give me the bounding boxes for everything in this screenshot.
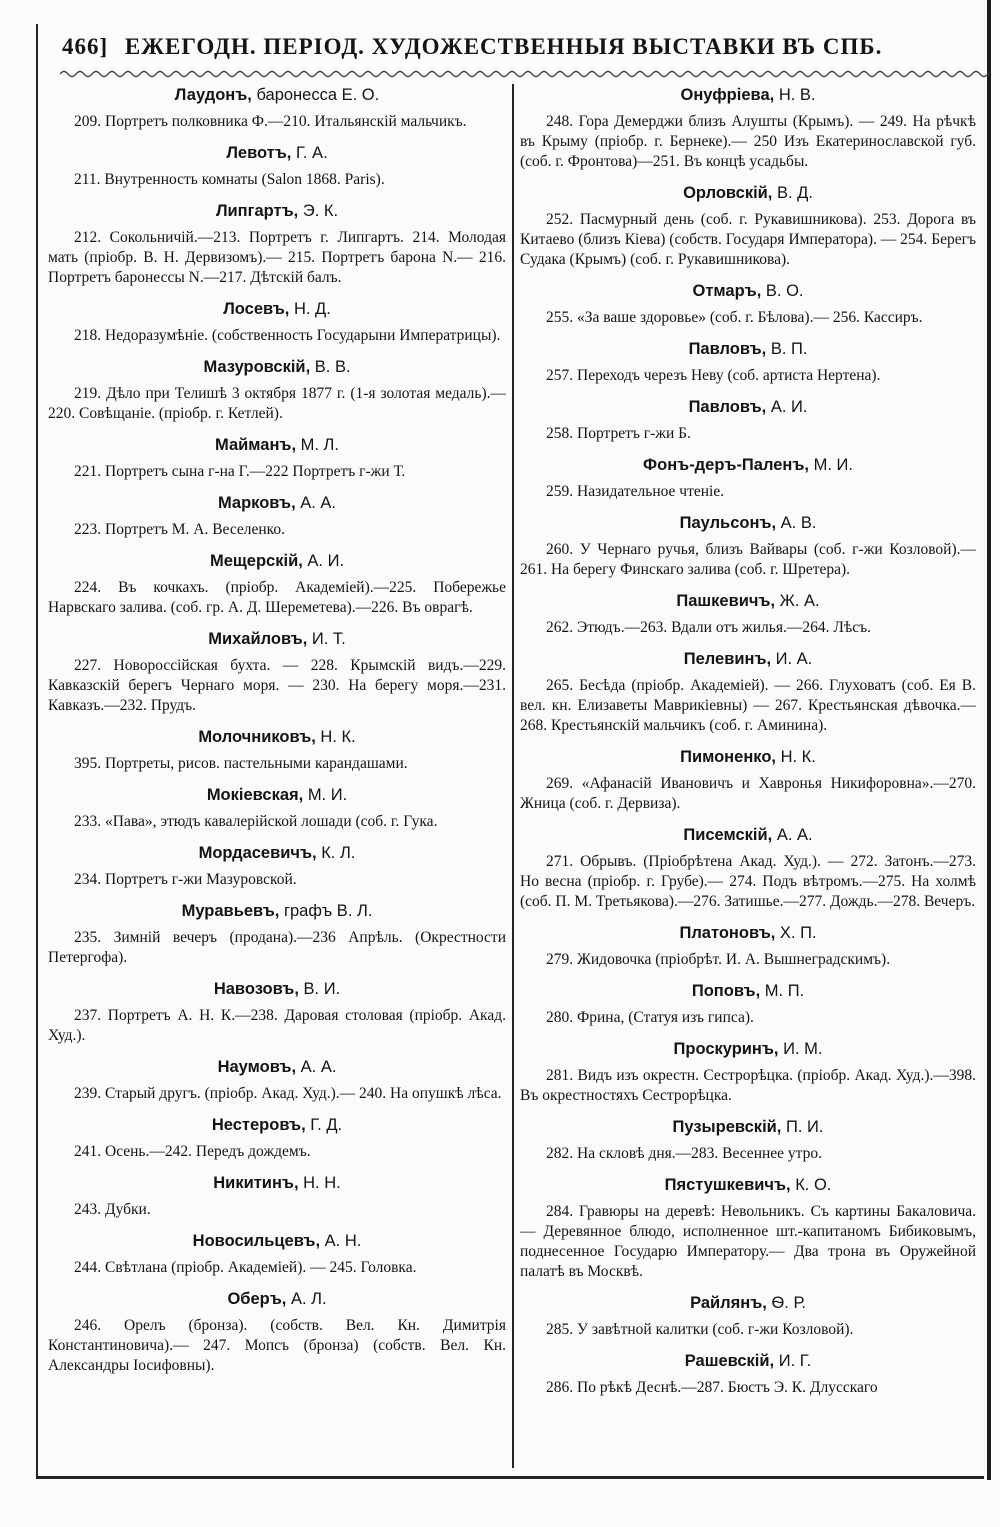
works-list: 285. У завѣтной калитки (соб. г-жи Козловой). <box>546 1321 854 1338</box>
works-list: 209. Портретъ полковника Ф.—210. Итальянскій мальчикъ. <box>74 113 467 130</box>
left-column <box>48 84 506 1469</box>
artist-heading <box>520 1038 976 1060</box>
artist-surname: Павловъ, <box>688 398 767 416</box>
artist-surname: Поповъ, <box>691 982 761 1000</box>
artist-heading <box>520 1350 976 1372</box>
artist-surname: Никитинъ, <box>213 1174 299 1192</box>
catalog-entry <box>48 434 506 482</box>
artist-initials: М. П. <box>764 982 805 1000</box>
artist-heading <box>48 492 506 514</box>
artist-heading <box>48 1172 506 1194</box>
wavy-rule <box>60 68 990 80</box>
artist-initials: И. Г. <box>778 1352 812 1370</box>
artist-heading <box>48 200 506 222</box>
artist-heading <box>48 784 506 806</box>
works-list: 280. Фрина, (Статуя изъ гипса). <box>546 1009 754 1026</box>
catalog-entry <box>48 784 506 832</box>
artist-surname: Пелевинъ, <box>683 650 772 668</box>
catalog-entry <box>520 922 976 970</box>
artist-surname: Пястушкевичъ, <box>664 1176 791 1194</box>
artist-initials: А. Н. <box>324 1232 362 1250</box>
artist-heading <box>520 1116 976 1138</box>
artist-heading <box>520 84 976 106</box>
artist-initials: К. Л. <box>321 844 356 862</box>
artist-heading <box>520 590 976 612</box>
artist-surname: Наумовъ, <box>217 1058 297 1076</box>
artist-initials: П. И. <box>785 1118 824 1136</box>
artist-heading <box>520 338 976 360</box>
page-title: ЕЖЕГОДН. ПЕРІОД. ХУДОЖЕСТВЕННЫЯ ВЫСТАВКИ ВЪ СПБ. <box>124 34 883 59</box>
artist-heading <box>48 1288 506 1310</box>
works-list: 212. Сокольничій.—213. Портретъ г. Липгартъ. 214. Молодая мать (пріобр. В. Н. Дервизомъ).— 215. Портретъ барона N.— 216. Портретъ баронессы N.—217. Дѣтскій балъ. <box>48 229 506 286</box>
catalog-entry <box>48 978 506 1046</box>
artist-heading <box>48 726 506 748</box>
artist-surname: Липгартъ, <box>215 202 299 220</box>
artist-surname: Оберъ, <box>227 1290 287 1308</box>
artist-heading <box>520 980 976 1002</box>
works-list: 265. Бесѣда (пріобр. Академіей). — 266. Глуховатъ (соб. Ея В. вел. кн. Елизаветы Маврикіевны) — 267. Крестьянская дѣвочка.—268. Крестьянскій мальчикъ (соб. г. Аминина). <box>520 677 976 734</box>
artist-initials: А. В. <box>780 514 817 532</box>
artist-heading <box>48 1230 506 1252</box>
artist-initials: К. О. <box>795 1176 832 1194</box>
works-list: 262. Этюдъ.—263. Вдали отъ жилья.—264. Лѣсъ. <box>546 619 872 636</box>
works-list: 271. Обрывъ. (Пріобрѣтена Акад. Худ.). — 272. Затонъ.—273. Но весна (пріобр. г. Грубе).— 274. Подъ вѣтромъ.—275. На холмѣ (соб. П. М. Третьякова).—276. Затишье.—277. Дождь.—278. Вечеръ. <box>520 853 976 910</box>
artist-initials: И. Т. <box>311 630 346 648</box>
catalog-entry <box>520 182 976 270</box>
artist-heading <box>48 298 506 320</box>
artist-surname: Онуфріева, <box>680 86 775 104</box>
artist-surname: Пашкевичъ, <box>676 592 776 610</box>
artist-initials: А. А. <box>300 494 337 512</box>
artist-initials: Н. К. <box>320 728 356 746</box>
artist-surname: Мокіевская, <box>206 786 304 804</box>
artist-surname: Мордасевичъ, <box>198 844 317 862</box>
artist-surname: Майманъ, <box>215 436 297 454</box>
artist-heading <box>48 842 506 864</box>
works-list: 258. Портретъ г-жи Б. <box>546 425 691 442</box>
catalog-entry <box>48 628 506 716</box>
catalog-entry <box>520 1350 976 1398</box>
artist-surname: Отмаръ, <box>692 282 762 300</box>
catalog-entry <box>520 590 976 638</box>
catalog-entry <box>48 200 506 288</box>
artist-heading <box>520 182 976 204</box>
works-list: 252. Пасмурный день (соб. г. Рукавишникова). 253. Дорога въ Китаево (близъ Кіева) (собств. Государя Императора). — 254. Берегъ Судака (Крымъ) (соб. г. Рукавишникова). <box>520 211 976 268</box>
catalog-entry <box>520 1038 976 1106</box>
works-list: 219. Дѣло при Телишѣ 3 октября 1877 г. (1-я золотая медаль).—220. Совѣщаніе. (пріобр. г. Кетлей). <box>48 385 506 422</box>
running-header <box>62 34 962 60</box>
artist-heading <box>520 1292 976 1314</box>
artist-surname: Фонъ-деръ-Паленъ, <box>643 456 809 474</box>
artist-initials: Н. Д. <box>293 300 331 318</box>
artist-heading <box>48 1114 506 1136</box>
works-list: 255. «За ваше здоровье» (соб. г. Бѣлова).— 256. Кассиръ. <box>546 309 923 326</box>
catalog-entry <box>48 1230 506 1278</box>
artist-initials: Х. П. <box>779 924 817 942</box>
artist-initials: М. Л. <box>300 436 339 454</box>
artist-heading <box>48 550 506 572</box>
catalog-entry <box>48 1288 506 1376</box>
artist-heading <box>520 454 976 476</box>
artist-surname: Мазуровскій, <box>203 358 311 376</box>
artist-initials: А. Л. <box>290 1290 327 1308</box>
works-list: 269. «Афанасій Ивановичъ и Хавронья Никифоровна».—270. Жница (соб. г. Дервиза). <box>520 775 976 812</box>
artist-initials: В. О. <box>765 282 804 300</box>
artist-surname: Пузыревскій, <box>672 1118 782 1136</box>
artist-initials: Н. Н. <box>303 1174 341 1192</box>
artist-initials: М. И. <box>307 786 348 804</box>
works-list: 227. Новороссійская бухта. — 228. Крымскій видъ.—229. Кавказскій берегъ Чернаго моря. — 230. На берегу моря.—231. Кавказъ.—232. Прудъ. <box>48 657 506 714</box>
artist-heading <box>48 628 506 650</box>
catalog-entry <box>520 746 976 814</box>
works-list: 233. «Пава», этюдъ кавалерійской лошади (соб. г. Гука. <box>74 813 438 830</box>
artist-heading <box>520 280 976 302</box>
artist-surname: Рашевскій, <box>684 1352 775 1370</box>
artist-initials: Н. К. <box>780 748 816 766</box>
artist-initials: Ж. А. <box>779 592 820 610</box>
artist-initials: Ѳ. Р. <box>771 1294 806 1312</box>
works-list: 257. Переходъ черезъ Неву (соб. артиста Нертена). <box>546 367 881 384</box>
catalog-entry <box>48 842 506 890</box>
catalog-entry <box>520 84 976 172</box>
artist-surname: Платоновъ, <box>679 924 776 942</box>
artist-surname: Паульсонъ, <box>679 514 777 532</box>
catalog-entry <box>520 1116 976 1164</box>
artist-heading <box>520 746 976 768</box>
catalog-entry <box>48 1114 506 1162</box>
artist-initials: И. А. <box>775 650 813 668</box>
catalog-entry <box>520 454 976 502</box>
artist-surname: Проскуринъ, <box>673 1040 779 1058</box>
artist-heading <box>48 434 506 456</box>
works-list: 395. Портреты, рисов. пастельными карандашами. <box>74 755 408 772</box>
catalog-entry <box>48 492 506 540</box>
artist-surname: Лаудонъ, <box>174 86 252 104</box>
catalog-entry <box>520 1174 976 1282</box>
works-list: 281. Видъ изъ окрестн. Сестрорѣцка. (пріобр. Акад. Худ.).—398. Въ окрестностяхъ Сестрорѣцка. <box>520 1067 976 1104</box>
artist-surname: Пимоненко, <box>680 748 776 766</box>
artist-heading <box>520 512 976 534</box>
works-list: 221. Портретъ сына г-на Г.—222 Портретъ г-жи Т. <box>74 463 406 480</box>
page-number: 466] <box>62 34 109 59</box>
artist-initials: И. М. <box>783 1040 823 1058</box>
artist-heading <box>48 900 506 922</box>
catalog-entry <box>48 142 506 190</box>
artist-surname: Писемскій, <box>683 826 773 844</box>
catalog-entry <box>520 648 976 736</box>
artist-heading <box>520 396 976 418</box>
artist-heading <box>48 142 506 164</box>
works-list: 234. Портретъ г-жи Мазуровской. <box>74 871 297 888</box>
catalog-entry <box>48 356 506 424</box>
artist-initials: графъ В. Л. <box>283 902 373 920</box>
works-list: 235. Зимній вечеръ (продана).—236 Апрѣль. (Окрестности Петергофа). <box>48 929 506 966</box>
artist-initials: А. А. <box>300 1058 337 1076</box>
artist-initials: А. И. <box>307 552 345 570</box>
catalog-entry <box>48 1172 506 1220</box>
artist-initials: Г. Д. <box>310 1116 343 1134</box>
artist-surname: Молочниковъ, <box>198 728 316 746</box>
works-list: 248. Гора Демерджи близъ Алушты (Крымъ). — 249. На рѣчкѣ въ Крыму (пріобр. г. Бернеке).— 250 Изъ Екатеринославской губ. (соб. г. Фронтова)—251. Въ концѣ усадьбы. <box>520 113 976 170</box>
catalog-entry <box>520 512 976 580</box>
artist-initials: А. А. <box>776 826 813 844</box>
works-list: 224. Въ кочкахъ. (пріобр. Академіей).—225. Побережье Нарвскаго залива. (соб. гр. А. Д. Шереметева).—226. Въ оврагѣ. <box>48 579 506 616</box>
artist-initials: В. П. <box>770 340 808 358</box>
works-list: 239. Старый другъ. (пріобр. Акад. Худ.).— 240. На опушкѣ лѣса. <box>74 1085 502 1102</box>
catalog-entry <box>520 824 976 912</box>
artist-surname: Левотъ, <box>226 144 292 162</box>
works-list: 244. Свѣтлана (пріобр. Академіей). — 245. Головка. <box>74 1259 417 1276</box>
catalog-entry <box>520 980 976 1028</box>
catalog-entry <box>48 298 506 346</box>
artist-initials: баронесса Е. О. <box>256 86 380 104</box>
artist-surname: Новосильцевъ, <box>192 1232 321 1250</box>
catalog-entry <box>48 726 506 774</box>
artist-surname: Лосевъ, <box>223 300 290 318</box>
artist-heading <box>520 922 976 944</box>
artist-surname: Орловскій, <box>683 184 773 202</box>
catalog-entry <box>520 338 976 386</box>
catalog-entry <box>520 396 976 444</box>
artist-heading <box>520 648 976 670</box>
works-list: 259. Назидательное чтеніе. <box>546 483 725 500</box>
catalog-entry <box>48 1056 506 1104</box>
artist-initials: Н. В. <box>778 86 816 104</box>
works-list: 218. Недоразумѣніе. (собственность Государыни Императрицы). <box>74 327 501 344</box>
artist-surname: Мещерскій, <box>209 552 303 570</box>
catalog-entry <box>48 900 506 968</box>
artist-heading <box>520 1174 976 1196</box>
artist-surname: Навозовъ, <box>213 980 299 998</box>
works-list: 286. По рѣкѣ Деснѣ.—287. Бюстъ Э. К. Длусскаго <box>546 1379 878 1396</box>
column-divider <box>512 84 514 1468</box>
artist-surname: Марковъ, <box>217 494 296 512</box>
artist-surname: Нестеровъ, <box>211 1116 306 1134</box>
catalog-entry <box>520 1292 976 1340</box>
works-list: 282. На скловѣ дня.—283. Весеннее утро. <box>546 1145 823 1162</box>
works-list: 237. Портретъ А. Н. К.—238. Даровая столовая (пріобр. Акад. Худ.). <box>48 1007 506 1044</box>
artist-heading <box>48 356 506 378</box>
works-list: 223. Портретъ М. А. Веселенко. <box>74 521 286 538</box>
catalog-entry <box>520 280 976 328</box>
artist-initials: Г. А. <box>295 144 328 162</box>
artist-initials: А. И. <box>770 398 808 416</box>
artist-heading <box>48 978 506 1000</box>
artist-heading <box>48 1056 506 1078</box>
works-list: 246. Орелъ (бронза). (собств. Вел. Кн. Димитрія Константиновича).— 247. Мопсъ (бронза) (собств. Вел. Кн. Александры Іосифовны). <box>48 1317 506 1374</box>
works-list: 279. Жидовочка (пріобрѣт. И. А. Вышнеградскимъ). <box>546 951 891 968</box>
works-list: 260. У Чернаго ручья, близъ Вайвары (соб. г-жи Козловой).—261. На берегу Финскаго залива (соб. г. Шретера). <box>520 541 976 578</box>
artist-heading <box>48 84 506 106</box>
works-list: 243. Дубки. <box>74 1201 151 1218</box>
works-list: 284. Гравюры на деревѣ: Невольникъ. Съ картины Бакаловича. — Деревянное блюдо, исполненное шт.-капитаномъ Бибиковымъ, поднесенное Государю Императору.— Два трона въ Оружейной палатѣ въ Москвѣ. <box>520 1203 976 1280</box>
catalog-entry <box>48 84 506 132</box>
artist-surname: Михайловъ, <box>208 630 308 648</box>
artist-initials: М. И. <box>813 456 853 474</box>
works-list: 211. Внутренность комнаты (Salon 1868. Paris). <box>74 171 385 188</box>
artist-initials: Э. К. <box>302 202 339 220</box>
artist-surname: Райлянъ, <box>690 1294 767 1312</box>
artist-initials: В. В. <box>314 358 351 376</box>
artist-surname: Муравьевъ, <box>181 902 280 920</box>
artist-surname: Павловъ, <box>688 340 767 358</box>
works-list: 241. Осень.—242. Передъ дождемъ. <box>74 1143 311 1160</box>
binding-edge-rule <box>987 0 991 1480</box>
artist-initials: В. Д. <box>776 184 813 202</box>
right-column <box>520 84 976 1469</box>
catalog-entry <box>48 550 506 618</box>
artist-heading <box>520 824 976 846</box>
artist-initials: В. И. <box>303 980 341 998</box>
